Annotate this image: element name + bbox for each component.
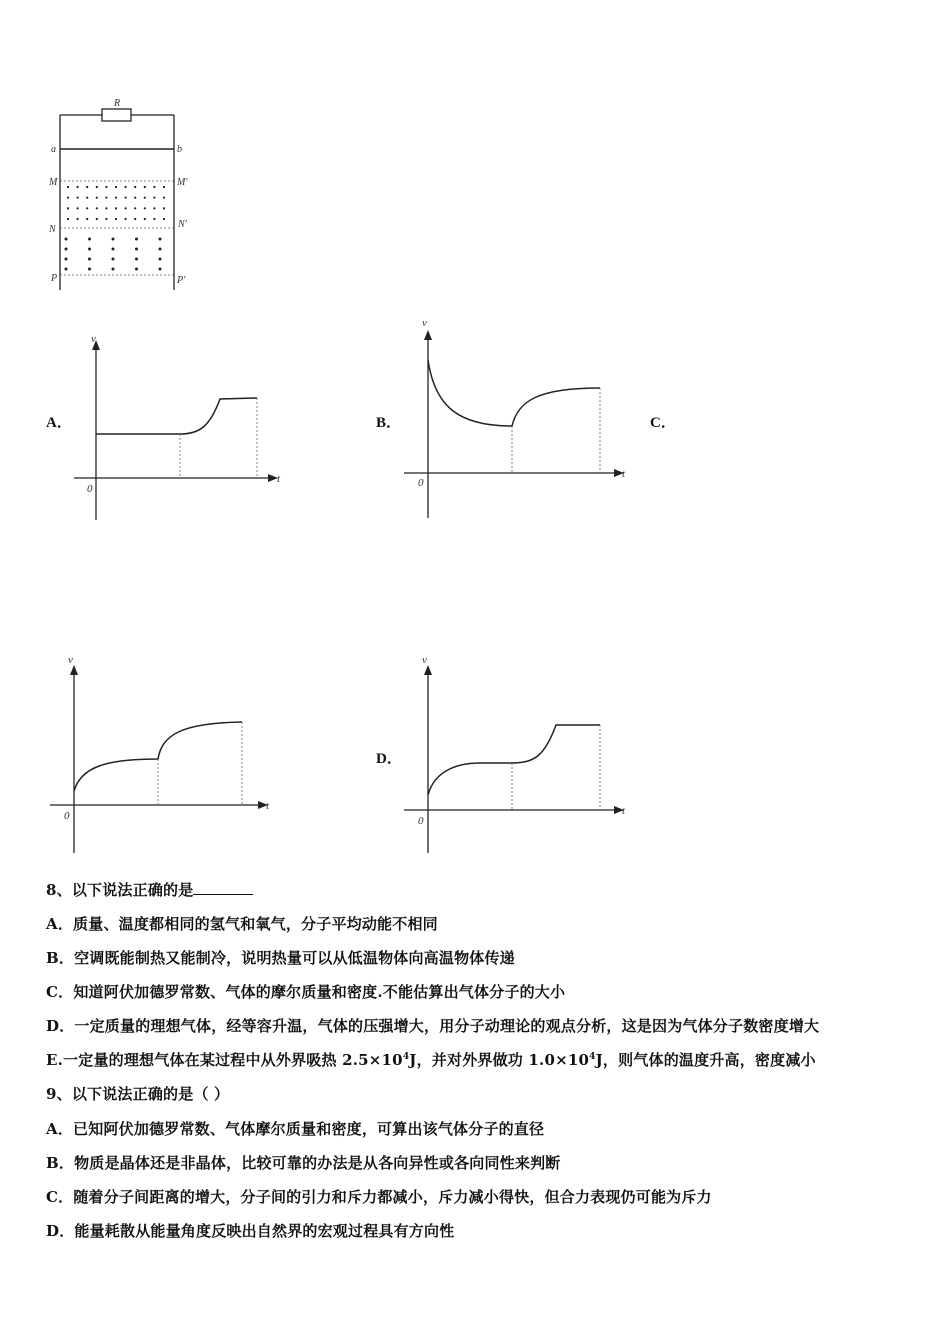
field-dot <box>125 207 127 209</box>
field-dot <box>67 197 69 199</box>
field-dot <box>159 248 162 251</box>
field-dot <box>163 207 165 209</box>
field-dot <box>86 218 88 220</box>
label-P: P <box>51 273 58 284</box>
question-9-stem: 9、以下说法正确的是（ ） <box>46 1085 230 1103</box>
q9-option-D: D．能量耗散从能量角度反映出自然界的宏观过程具有方向性 <box>46 1222 455 1240</box>
question-8-text: 8、以下说法正确的是 <box>46 881 194 899</box>
field-dot <box>88 268 91 271</box>
field-dot <box>144 207 146 209</box>
option-C-label: C． <box>650 415 676 431</box>
field-dot <box>135 248 138 251</box>
field-dot <box>125 218 127 220</box>
field-dot <box>153 218 155 220</box>
y-axis-label: v <box>91 333 96 345</box>
q8-option-E-text-3: J，则气体的温度升高，密度减小 <box>595 1051 816 1069</box>
label-M: M <box>49 177 58 188</box>
q8-option-E <box>46 1049 816 1070</box>
question-8-stem <box>46 879 253 900</box>
field-dot <box>115 218 117 220</box>
field-dot <box>67 207 69 209</box>
q8-option-D: D．一定质量的理想气体，经等容升温，气体的压强增大，用分子动理论的观点分析，这是因为气体分子数密度增大 <box>46 1017 820 1035</box>
origin-label: 0 <box>418 815 424 827</box>
field-dot <box>144 197 146 199</box>
field-dot <box>153 186 155 188</box>
field-dot <box>125 197 127 199</box>
option-B-label: B． <box>376 415 402 431</box>
exponent-2: 4 <box>589 1052 596 1062</box>
field-dot <box>96 197 98 199</box>
field-dot <box>96 186 98 188</box>
field-dot <box>134 186 136 188</box>
field-dot <box>86 197 88 199</box>
field-dot <box>163 218 165 220</box>
field-dot <box>163 186 165 188</box>
option-A-label: A． <box>46 415 72 431</box>
circuit-diagram <box>40 95 200 300</box>
graph-option-D <box>400 655 630 855</box>
field-dot <box>96 218 98 220</box>
field-dot <box>144 186 146 188</box>
field-dot <box>134 207 136 209</box>
field-dot <box>112 268 115 271</box>
q8-option-B: B．空调既能制热又能制冷，说明热量可以从低温物体向高温物体传递 <box>46 949 515 967</box>
field-dot <box>65 268 68 271</box>
origin-label: 0 <box>87 483 93 495</box>
x-axis-label: t <box>277 473 281 485</box>
field-dot <box>105 207 107 209</box>
magnetic-field-region-2 <box>65 238 162 271</box>
field-dot <box>115 186 117 188</box>
field-dot <box>88 258 91 261</box>
answer-blank[interactable] <box>193 880 253 895</box>
resistor <box>102 109 131 121</box>
label-b: b <box>177 144 182 155</box>
field-dot <box>125 186 127 188</box>
x-axis-label: t <box>622 805 626 817</box>
graph-option-A <box>70 330 290 525</box>
x-axis-label: t <box>622 468 626 480</box>
field-dot <box>65 258 68 261</box>
field-dot <box>153 197 155 199</box>
field-dot <box>105 197 107 199</box>
graph-option-B <box>400 317 630 520</box>
field-dot <box>67 186 69 188</box>
field-dot <box>77 207 79 209</box>
q9-option-C: C．随着分子间距离的增大，分子间的引力和斥力都减小，斥力减小得快，但合力表现仍可能为斥力 <box>46 1188 712 1206</box>
field-dot <box>159 258 162 261</box>
field-dot <box>105 218 107 220</box>
field-dot <box>67 218 69 220</box>
y-axis-label: v <box>422 317 427 329</box>
q9-option-B: B．物质是晶体还是非晶体，比较可靠的办法是从各向异性或各向同性来判断 <box>46 1154 561 1172</box>
label-M-prime: M′ <box>177 177 188 188</box>
field-dot <box>144 218 146 220</box>
exponent-1: 4 <box>402 1052 410 1062</box>
magnetic-field-region-1 <box>67 186 165 220</box>
q8-option-E-text-1: E.一定量的理想气体在某过程中从外界吸热 2.5×10 <box>46 1051 403 1069</box>
field-dot <box>112 258 115 261</box>
label-a: a <box>51 144 56 155</box>
q8-option-A: A．质量、温度都相同的氢气和氧气，分子平均动能不相同 <box>46 915 438 933</box>
field-dot <box>88 238 91 241</box>
field-dot <box>163 197 165 199</box>
field-dot <box>159 268 162 271</box>
field-dot <box>135 258 138 261</box>
field-dot <box>112 238 115 241</box>
field-dot <box>135 238 138 241</box>
label-P-prime: P′ <box>177 275 186 286</box>
field-dot <box>77 186 79 188</box>
field-dot <box>86 207 88 209</box>
field-dot <box>115 207 117 209</box>
y-axis-label: v <box>68 654 73 666</box>
label-N-prime: N′ <box>178 219 187 230</box>
q9-option-A: A．已知阿伏加德罗常数、气体摩尔质量和密度，可算出该气体分子的直径 <box>46 1120 545 1138</box>
field-dot <box>153 207 155 209</box>
graph-option-C <box>46 655 276 855</box>
field-dot <box>134 218 136 220</box>
q8-option-C: C．知道阿伏加德罗常数、气体的摩尔质量和密度.不能估算出气体分子的大小 <box>46 983 566 1001</box>
field-dot <box>112 248 115 251</box>
field-dot <box>88 248 91 251</box>
field-dot <box>134 197 136 199</box>
label-N: N <box>49 224 56 235</box>
field-dot <box>96 207 98 209</box>
field-dot <box>77 197 79 199</box>
y-axis-label: v <box>422 654 427 666</box>
field-dot <box>105 186 107 188</box>
x-axis-label: t <box>266 800 270 812</box>
option-D-label: D． <box>376 751 402 767</box>
field-dot <box>159 238 162 241</box>
field-dot <box>86 186 88 188</box>
label-R: R <box>114 98 121 109</box>
field-dot <box>65 248 68 251</box>
field-dot <box>77 218 79 220</box>
origin-label: 0 <box>64 810 70 822</box>
field-dot <box>65 238 68 241</box>
field-dot <box>135 268 138 271</box>
origin-label: 0 <box>418 477 424 489</box>
q8-option-E-text-2: J，并对外界做功 1.0×10 <box>409 1051 590 1069</box>
field-dot <box>115 197 117 199</box>
